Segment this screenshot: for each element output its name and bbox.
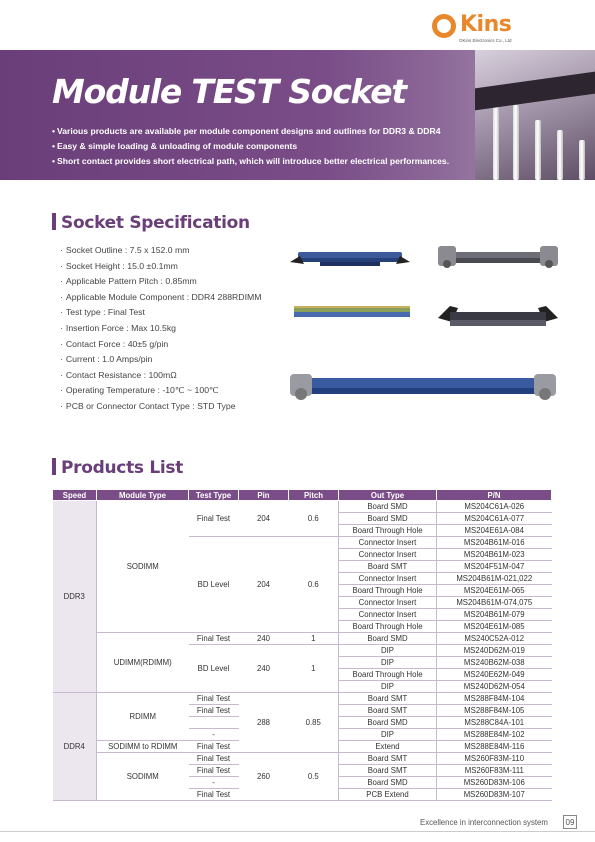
test-type-cell: - (189, 729, 239, 741)
pin-cell: 288 (239, 693, 289, 753)
part-number-cell: MS260D83M-106 (437, 777, 552, 789)
part-number-cell: MS204E61A-084 (437, 525, 552, 537)
column-header: Module Type (97, 490, 189, 501)
part-number-cell: MS240D62M-019 (437, 645, 552, 657)
pitch-cell: 0.85 (289, 693, 339, 753)
socket-image-dark (438, 298, 558, 334)
spec-item: · Operating Temperature : -10℃ ~ 100℃ (60, 383, 261, 399)
out-type-cell: Extend (339, 741, 437, 753)
part-number-cell: MS204E61M-085 (437, 621, 552, 633)
test-type-cell: Final Test (189, 789, 239, 801)
pin-cell: 240 (239, 633, 289, 645)
column-header: Pin (239, 490, 289, 501)
out-type-cell: Board SMT (339, 705, 437, 717)
pin-cell: 260 (239, 753, 289, 801)
part-number-cell: MS204B61M-074,075 (437, 597, 552, 609)
heading-bar (52, 213, 56, 230)
page-number: 09 (563, 815, 577, 829)
test-type-cell: Final Test (189, 705, 239, 717)
logo-text: Kins (460, 12, 512, 37)
part-number-cell: MS240E62M-049 (437, 669, 552, 681)
spec-list (60, 243, 261, 415)
part-number-cell: MS260F83M-111 (437, 765, 552, 777)
pitch-cell: 1 (289, 633, 339, 645)
part-number-cell: MS240C52A-012 (437, 633, 552, 645)
module-type-cell: SODIMM to RDIMM (97, 741, 189, 753)
table-row (53, 753, 552, 765)
out-type-cell: Connector Insert (339, 609, 437, 621)
table-header-row (53, 490, 552, 501)
part-number-cell: MS288E84M-116 (437, 741, 552, 753)
socket-image-contacts (294, 302, 410, 322)
spec-item: · Applicable Pattern Pitch : 0.85mm (60, 274, 261, 290)
column-header: Speed (53, 490, 97, 501)
feature-bullet: • Various products are available per module component designs and outlines for DDR3 & DDR4 (52, 124, 522, 139)
spec-item: · Applicable Module Component : DDR4 288RDIMM (60, 290, 261, 306)
out-type-cell: Board SMT (339, 561, 437, 573)
out-type-cell: Board Through Hole (339, 621, 437, 633)
part-number-cell: MS204B61M-079 (437, 609, 552, 621)
out-type-cell: Board Through Hole (339, 525, 437, 537)
products-heading (52, 458, 183, 478)
part-number-cell: MS288F84M-104 (437, 693, 552, 705)
out-type-cell: DIP (339, 657, 437, 669)
spec-item: · Contact Resistance : 100mΩ (60, 368, 261, 384)
out-type-cell: DIP (339, 681, 437, 693)
pin-cell: 240 (239, 645, 289, 693)
test-type-cell: Final Test (189, 693, 239, 705)
test-type-cell: Final Test (189, 501, 239, 537)
spec-item: · Contact Force : 40±5 g/pin (60, 337, 261, 353)
part-number-cell: MS288E84M-102 (437, 729, 552, 741)
part-number-cell: MS204C61A-026 (437, 501, 552, 513)
spec-heading-text: Socket Specification (61, 213, 250, 233)
logo-ring-icon (432, 14, 456, 38)
pitch-cell: 0.6 (289, 501, 339, 537)
out-type-cell: Board SMD (339, 513, 437, 525)
speed-cell: DDR4 (53, 693, 97, 801)
pin-cell: 204 (239, 501, 289, 537)
part-number-cell: MS204B61M-021,022 (437, 573, 552, 585)
column-header: P/N (437, 490, 552, 501)
test-type-cell (189, 717, 239, 729)
part-number-cell: MS260F83M-110 (437, 753, 552, 765)
out-type-cell: Board Through Hole (339, 669, 437, 681)
spec-item: · Test type : Final Test (60, 305, 261, 321)
logo-subtitle: OKins Electronics Co., Ltd (459, 38, 512, 43)
test-type-cell: - (189, 777, 239, 789)
socket-photos (290, 236, 560, 436)
part-number-cell: MS288F84M-105 (437, 705, 552, 717)
module-type-cell: RDIMM (97, 693, 189, 741)
spec-heading (52, 213, 250, 233)
spec-item: · Current : 1.0 Amps/pin (60, 352, 261, 368)
socket-image-gray-top (438, 238, 558, 278)
out-type-cell: Connector Insert (339, 597, 437, 609)
spec-item: · Socket Height : 15.0 ±0.1mm (60, 259, 261, 275)
out-type-cell: Connector Insert (339, 537, 437, 549)
spec-item: · PCB or Connector Contact Type : STD Type (60, 399, 261, 415)
test-type-cell: Final Test (189, 765, 239, 777)
out-type-cell: DIP (339, 645, 437, 657)
out-type-cell: Board SMD (339, 717, 437, 729)
out-type-cell: Board SMD (339, 501, 437, 513)
pitch-cell: 0.5 (289, 753, 339, 801)
speed-cell: DDR3 (53, 501, 97, 693)
module-type-cell: SODIMM (97, 501, 189, 633)
products-heading-text: Products List (61, 458, 184, 478)
pin-cell: 204 (239, 537, 289, 633)
hero-banner (0, 50, 595, 180)
table-row (53, 633, 552, 645)
column-header: Pitch (289, 490, 339, 501)
out-type-cell: Connector Insert (339, 549, 437, 561)
spec-item: · Socket Outline : 7.5 x 152.0 mm (60, 243, 261, 259)
out-type-cell: Board SMT (339, 765, 437, 777)
test-type-cell: BD Level (189, 645, 239, 693)
test-type-cell: Final Test (189, 753, 239, 765)
out-type-cell: PCB Extend (339, 789, 437, 801)
part-number-cell: MS240B62M-038 (437, 657, 552, 669)
footer-divider (0, 831, 595, 832)
table-row (53, 501, 552, 513)
footer-tagline: Excellence in interconnection system (420, 818, 548, 827)
pitch-cell: 0.6 (289, 537, 339, 633)
pitch-cell: 1 (289, 645, 339, 693)
feature-bullets (52, 124, 522, 169)
heading-bar (52, 458, 56, 475)
products-table (52, 489, 552, 801)
page-title: Module TEST Socket (52, 72, 406, 111)
part-number-cell: MS204B61M-016 (437, 537, 552, 549)
part-number-cell: MS288C84A-101 (437, 717, 552, 729)
out-type-cell: Board SMT (339, 693, 437, 705)
table-row (53, 693, 552, 705)
out-type-cell: Board Through Hole (339, 585, 437, 597)
column-header: Out Type (339, 490, 437, 501)
feature-bullet: • Easy & simple loading & unloading of module components (52, 139, 522, 154)
test-type-cell: Final Test (189, 633, 239, 645)
module-type-cell: SODIMM (97, 753, 189, 801)
part-number-cell: MS204F51M-047 (437, 561, 552, 573)
test-type-cell: Final Test (189, 741, 239, 753)
socket-image-blue-top (290, 244, 410, 274)
socket-image-large (290, 364, 556, 408)
part-number-cell: MS204E61M-065 (437, 585, 552, 597)
part-number-cell: MS204B61M-023 (437, 549, 552, 561)
column-header: Test Type (189, 490, 239, 501)
company-logo (432, 12, 522, 46)
out-type-cell: DIP (339, 729, 437, 741)
feature-bullet: • Short contact provides short electrical path, which will introduce better electrical performances. (52, 154, 522, 169)
module-type-cell: UDIMM(RDIMM) (97, 633, 189, 693)
out-type-cell: Connector Insert (339, 573, 437, 585)
part-number-cell: MS260D83M-107 (437, 789, 552, 801)
spec-item: · Insertion Force : Max 10.5kg (60, 321, 261, 337)
part-number-cell: MS204C61A-077 (437, 513, 552, 525)
out-type-cell: Board SMT (339, 753, 437, 765)
out-type-cell: Board SMD (339, 777, 437, 789)
test-type-cell: BD Level (189, 537, 239, 633)
part-number-cell: MS240D62M-054 (437, 681, 552, 693)
out-type-cell: Board SMD (339, 633, 437, 645)
